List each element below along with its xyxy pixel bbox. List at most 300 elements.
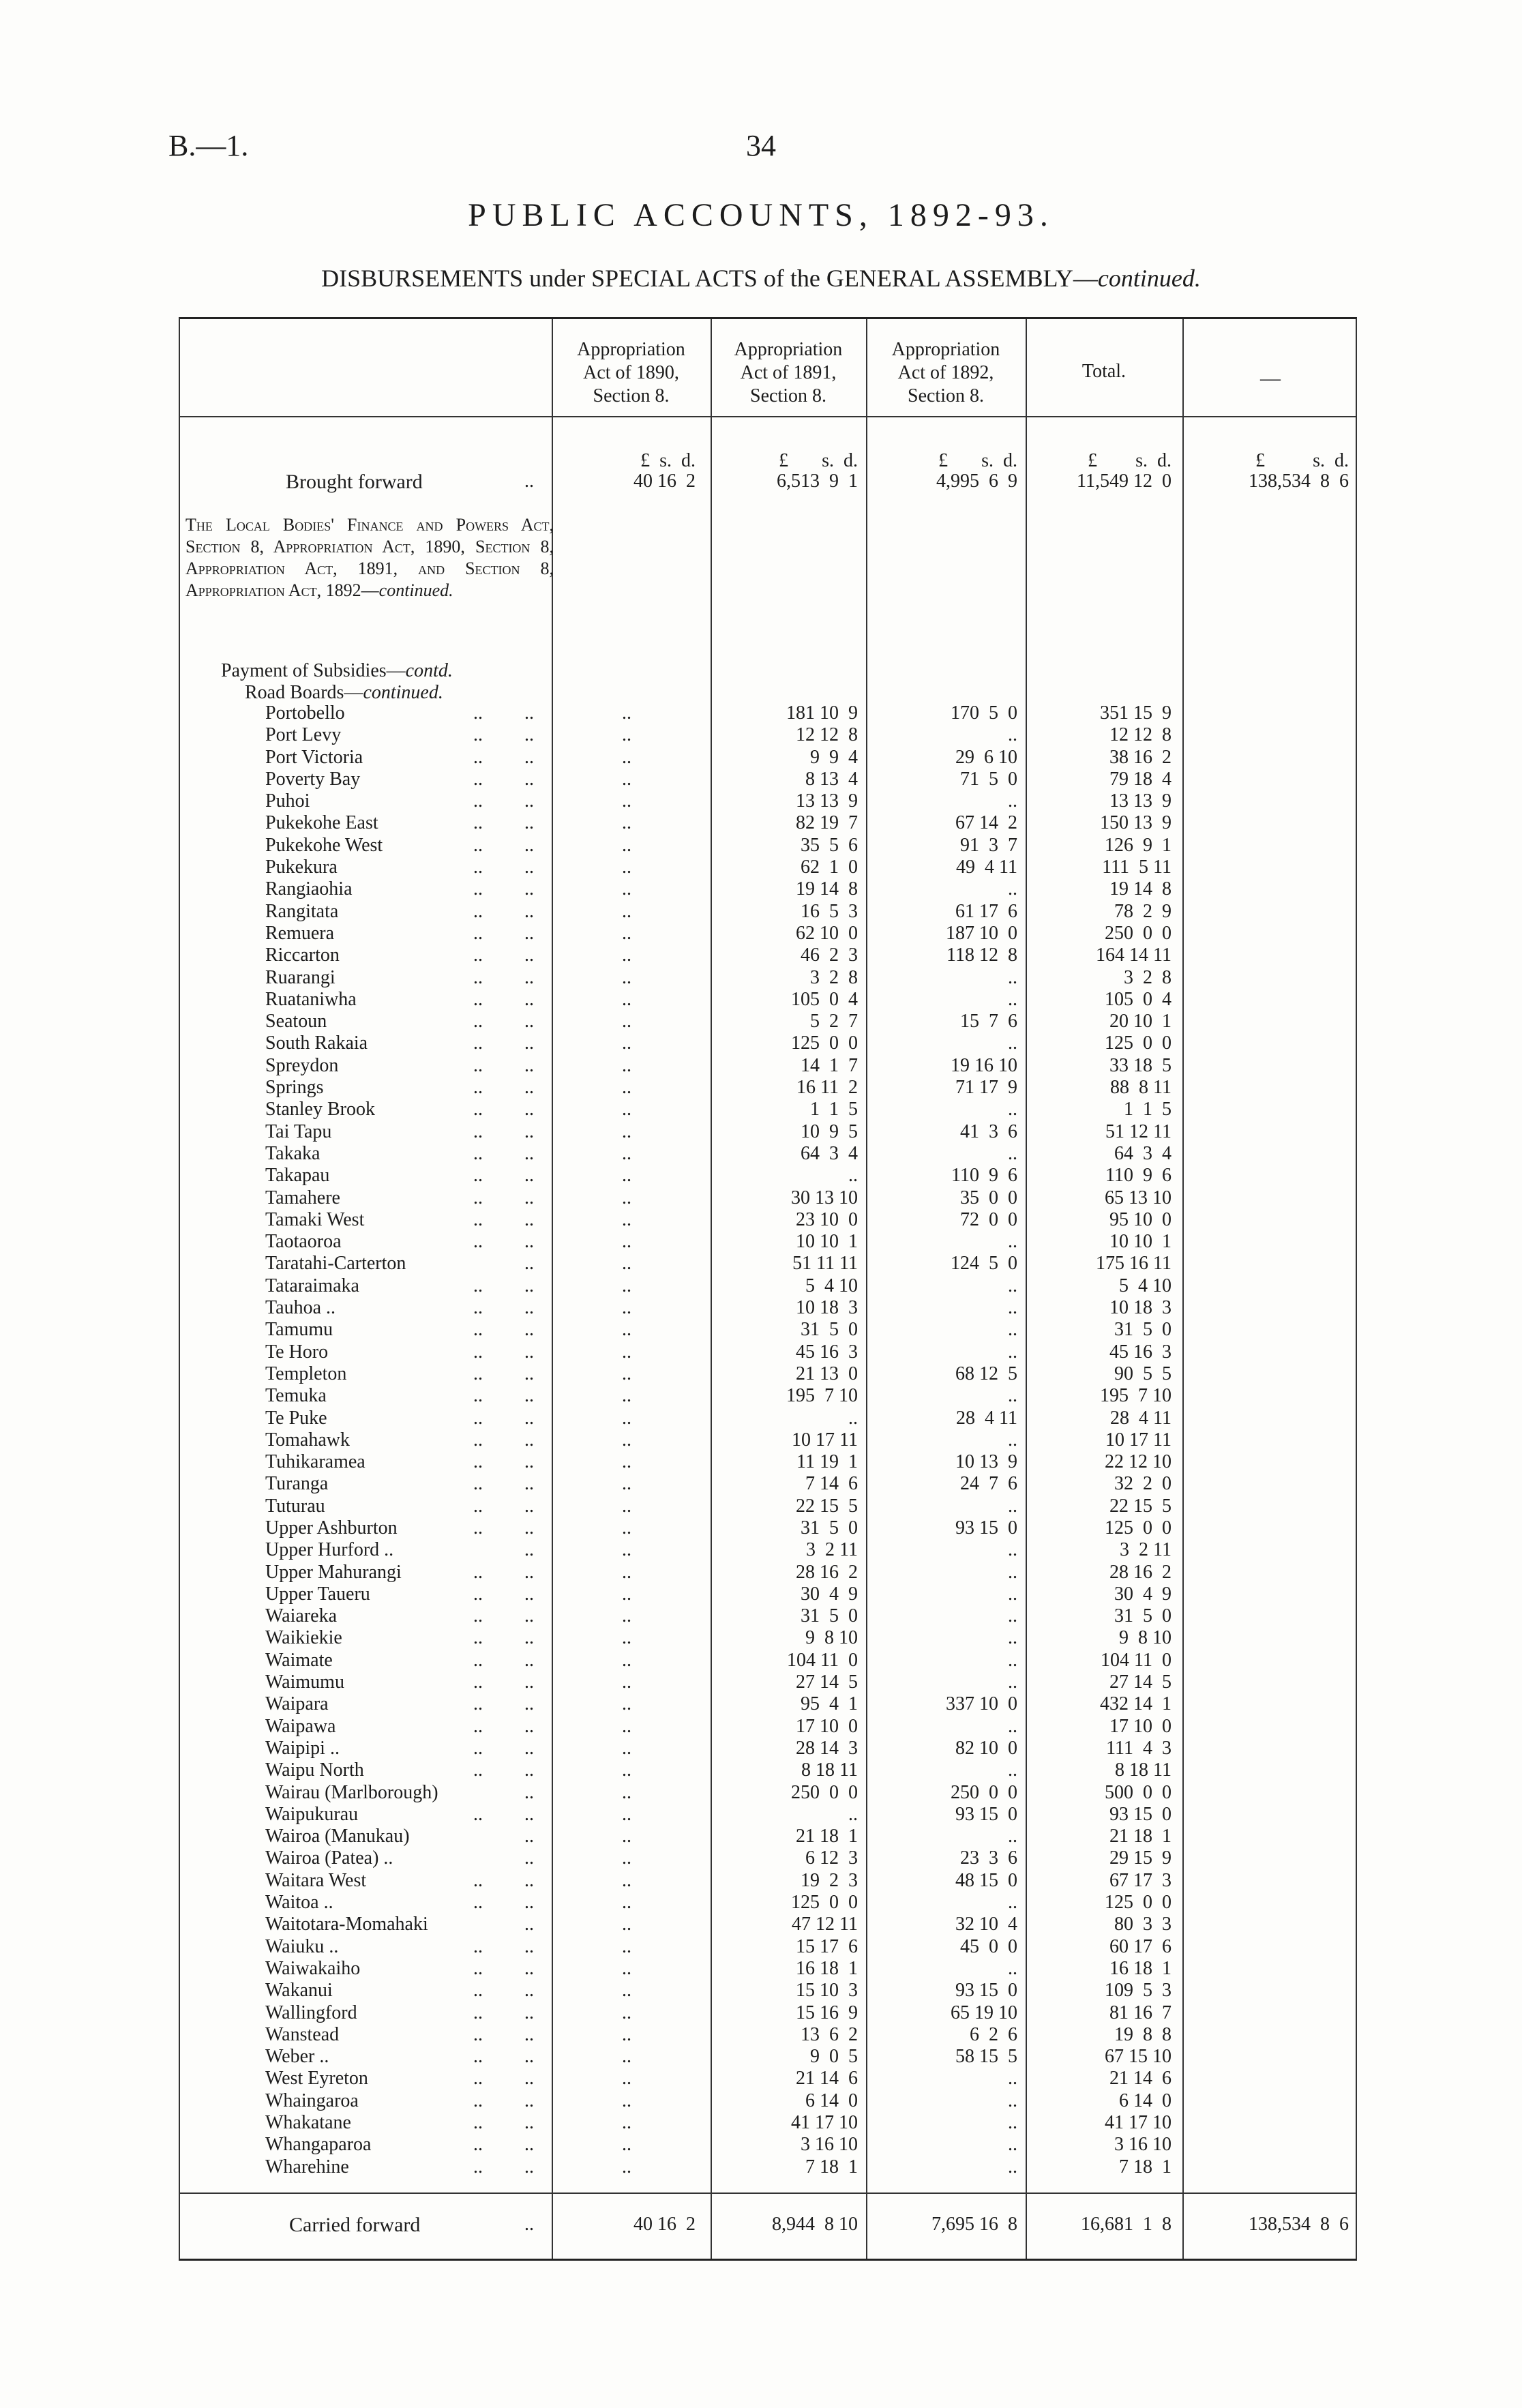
amount-1891: 46 2 3 [801, 945, 858, 966]
road-board-name: Te Horo [265, 1341, 329, 1363]
leader-dots: .. [473, 945, 483, 966]
leader-dots: .. [524, 922, 534, 944]
amount-1891: 3 16 10 [801, 2134, 858, 2156]
table-row [180, 1496, 1358, 1517]
table-row [180, 1055, 1358, 1077]
carried-forward-label: Carried forward [289, 2214, 421, 2236]
road-board-name: Rangitata [265, 900, 339, 922]
amount-1892: 72 0 0 [960, 1208, 1017, 1230]
leader-dots: .. [524, 1914, 534, 1935]
leader-dots: .. [473, 1011, 483, 1032]
unit-header: £ s. d. [779, 450, 858, 471]
leader-dots: .. [473, 1297, 483, 1319]
amount-1891: 64 3 4 [801, 1142, 858, 1164]
subsection-subsidies [221, 660, 453, 682]
empty-1890-marker: .. [622, 724, 631, 746]
amount-1891: 9 9 4 [810, 746, 858, 768]
amount-1892: 187 10 0 [946, 922, 1017, 944]
table-row [180, 724, 1358, 746]
amount-1892: 32 10 4 [955, 1914, 1017, 1935]
table-row [180, 1429, 1358, 1451]
amount-1892: 170 5 0 [951, 702, 1017, 724]
empty-1890-marker: .. [622, 1429, 631, 1451]
empty-1890-marker: .. [622, 1583, 631, 1605]
road-board-name: Tamumu [265, 1319, 333, 1341]
leader-dots: .. [473, 1649, 483, 1671]
leader-dots: .. [524, 812, 534, 834]
amount-total: 10 18 3 [1109, 1297, 1172, 1319]
amount-total: 41 17 10 [1105, 2112, 1172, 2133]
amount-1892: .. [1008, 724, 1017, 746]
leader-dots: .. [524, 1054, 534, 1076]
road-board-name: Remuera [265, 922, 335, 944]
empty-1890-marker: .. [622, 1032, 631, 1054]
road-board-name: South Rakaia [265, 1032, 368, 1054]
amount-total: 109 5 3 [1105, 1980, 1172, 2002]
table-row [180, 1099, 1358, 1120]
empty-1890-marker: .. [622, 1407, 631, 1429]
leader-dots: .. [524, 1693, 534, 1715]
table-row [180, 1693, 1358, 1715]
carried-forward-1890: 40 16 2 [633, 2214, 696, 2235]
unit-header: £ s. d. [640, 450, 696, 471]
leader-dots: .. [524, 1869, 534, 1891]
leader-dots: .. [473, 1319, 483, 1341]
table-row [180, 1319, 1358, 1341]
leader-dots: .. [473, 1517, 483, 1539]
amount-1892: 71 17 9 [955, 1077, 1017, 1099]
subsection-road-boards [245, 682, 443, 704]
leader-dots: .. [524, 1341, 534, 1363]
amount-1891: .. [848, 1165, 858, 1187]
amount-1891: 19 14 8 [796, 878, 858, 900]
leader-dots: .. [524, 988, 534, 1010]
road-board-name: Waikiekie [265, 1627, 342, 1649]
amount-1891: 45 16 3 [796, 1341, 858, 1363]
table-row [180, 1341, 1358, 1363]
leader-dots: .. [473, 1120, 483, 1142]
leader-dots: .. [473, 1737, 483, 1759]
amount-1891: 62 10 0 [796, 922, 858, 944]
road-board-name: Waimate [265, 1649, 333, 1671]
leader-dots: .. [524, 1451, 534, 1473]
leader-dots: .. [524, 1208, 534, 1230]
amount-1891: .. [848, 1803, 858, 1825]
subsection-subsidies-text: Payment of Subsidies— [221, 660, 406, 681]
leader-dots: .. [524, 1099, 534, 1120]
table-row [180, 1671, 1358, 1693]
footer-rule [180, 2193, 1356, 2194]
amount-total: 67 17 3 [1109, 1869, 1172, 1891]
leader-dots: .. [473, 1583, 483, 1605]
table-row [180, 1627, 1358, 1649]
leader-dots: .. [524, 1077, 534, 1099]
leader-dots: .. [524, 1826, 534, 1847]
empty-1890-marker: .. [622, 2023, 631, 2045]
empty-1890-marker: .. [622, 1297, 631, 1319]
amount-1892: 337 10 0 [946, 1693, 1017, 1715]
table-row [180, 1077, 1358, 1099]
amount-1892: .. [1008, 1429, 1017, 1451]
amount-total: 90 5 5 [1114, 1363, 1172, 1384]
road-board-name: Ruataniwha [265, 988, 357, 1010]
amount-1891: 250 0 0 [791, 1781, 858, 1803]
table-row [180, 1297, 1358, 1319]
leader-dots: .. [524, 1275, 534, 1296]
leader-dots: .. [524, 1253, 534, 1275]
amount-1892: 67 14 2 [955, 812, 1017, 834]
amount-1892: 29 6 10 [955, 746, 1017, 768]
unit-header: £ s. d. [1255, 450, 1349, 471]
empty-1890-marker: .. [622, 1385, 631, 1407]
empty-1890-marker: .. [622, 1561, 631, 1583]
empty-1890-marker: .. [622, 702, 631, 724]
amount-1891: 10 17 11 [792, 1429, 858, 1451]
road-board-name: Whangaparoa [265, 2134, 372, 2156]
road-board-name: Wairoa (Manukau) [265, 1826, 410, 1847]
amount-1892: .. [1008, 1341, 1017, 1363]
amount-1891: 21 13 0 [796, 1363, 858, 1384]
table-row [180, 2068, 1358, 2090]
amount-total: 104 11 0 [1101, 1649, 1172, 1671]
leader-dots: .. [473, 1054, 483, 1076]
subtitle-text: DISBURSEMENTS under SPECIAL ACTS of the GENERAL ASSEMBLY— [321, 265, 1098, 292]
road-board-name: Takapau [265, 1165, 330, 1187]
amount-1892: 48 15 0 [955, 1869, 1017, 1891]
empty-1890-marker: .. [622, 1208, 631, 1230]
amount-1891: 41 17 10 [791, 2112, 858, 2133]
disbursements-table [179, 317, 1357, 2261]
subsection-subsidies-continued: contd. [405, 660, 453, 681]
table-row [180, 747, 1358, 769]
table-row [180, 1209, 1358, 1231]
amount-1891: 23 10 0 [796, 1208, 858, 1230]
empty-1890-marker: .. [622, 1319, 631, 1341]
leader-dots: .. [524, 1605, 534, 1627]
empty-1890-marker: .. [622, 945, 631, 966]
table-row [180, 2112, 1358, 2134]
amount-1891: 22 15 5 [796, 1495, 858, 1517]
amount-1891: 27 14 5 [796, 1671, 858, 1693]
amount-1892: .. [1008, 2156, 1017, 2177]
amount-total: 125 0 0 [1105, 1517, 1172, 1539]
empty-1890-marker: .. [622, 1715, 631, 1737]
amount-1892: 58 15 5 [955, 2046, 1017, 2068]
leader-dots: .. [473, 857, 483, 878]
amount-total: 20 10 1 [1109, 1011, 1172, 1032]
amount-1891: 9 0 5 [810, 2046, 858, 2068]
leader-dots: .. [524, 1627, 534, 1649]
amount-1891: 11 19 1 [796, 1451, 858, 1473]
road-board-name: Pukekohe West [265, 834, 383, 856]
amount-1891: .. [848, 1407, 858, 1429]
column-header-1890: Appropriation Act of 1890, Section 8. [577, 339, 685, 406]
amount-1891: 12 12 8 [796, 724, 858, 746]
amount-total: 6 14 0 [1119, 2090, 1172, 2111]
table-row [180, 1584, 1358, 1605]
empty-1890-marker: .. [622, 2090, 631, 2111]
amount-1891: 95 4 1 [801, 1693, 858, 1715]
amount-1891: 13 13 9 [796, 790, 858, 812]
amount-total: 351 15 9 [1100, 702, 1172, 724]
table-row [180, 857, 1358, 878]
leader-dots: .. [524, 2134, 534, 2156]
table-row [180, 1914, 1358, 1935]
empty-1890-marker: .. [622, 1495, 631, 1517]
road-board-name: Wakanui [265, 1980, 333, 2002]
brought-forward-1890: 40 16 2 [633, 471, 696, 492]
amount-total: 31 5 0 [1114, 1605, 1172, 1627]
amount-1892: 24 7 6 [960, 1473, 1017, 1495]
table-row [180, 1253, 1358, 1275]
amount-1892: .. [1008, 1142, 1017, 1164]
empty-1890-marker: .. [622, 1980, 631, 2002]
amount-total: 3 2 8 [1124, 966, 1172, 988]
empty-1890-marker: .. [622, 2112, 631, 2133]
road-board-name: Waipawa [265, 1715, 336, 1737]
amount-total: 22 12 10 [1105, 1451, 1172, 1473]
road-board-name: Waitoa .. [265, 1892, 333, 1914]
amount-1891: 31 5 0 [801, 1319, 858, 1341]
amount-1892: .. [1008, 2068, 1017, 2090]
leader-dots: .. [524, 1737, 534, 1759]
amount-total: 38 16 2 [1109, 746, 1172, 768]
leader-dots: .. [473, 2090, 483, 2111]
road-board-name: Springs [265, 1077, 324, 1099]
table-row [180, 2134, 1358, 2156]
amount-total: 51 12 11 [1105, 1120, 1172, 1142]
table-row [180, 1650, 1358, 1671]
leader-dots: .. [524, 1561, 534, 1583]
road-board-name: Upper Mahurangi [265, 1561, 402, 1583]
amount-1892: .. [1008, 1032, 1017, 1054]
table-row [180, 1517, 1358, 1539]
leader-dots: .. [473, 1869, 483, 1891]
amount-1892: .. [1008, 1759, 1017, 1781]
road-board-name: Tuturau [265, 1495, 325, 1517]
amount-1891: 8 13 4 [805, 768, 858, 790]
leader-dots: .. [473, 1957, 483, 1979]
amount-1891: 125 0 0 [791, 1032, 858, 1054]
amount-total: 31 5 0 [1114, 1319, 1172, 1341]
amount-total: 93 15 0 [1109, 1803, 1172, 1825]
table-row [180, 1562, 1358, 1584]
road-board-name: Taotaoroa [265, 1231, 342, 1253]
leader-dots: .. [473, 2112, 483, 2133]
leader-dots: .. [473, 1495, 483, 1517]
amount-1892: .. [1008, 2112, 1017, 2133]
leader-dots: .. [524, 1231, 534, 1253]
road-board-name: Waiwakaiho [265, 1957, 361, 1979]
table-row [180, 1231, 1358, 1253]
table-row [180, 2024, 1358, 2046]
leader-dots: .. [473, 768, 483, 790]
carried-forward-grand: 138,534 8 6 [1249, 2214, 1349, 2235]
table-row [180, 945, 1358, 966]
empty-1890-marker: .. [622, 1803, 631, 1825]
amount-1891: 6 12 3 [805, 1847, 858, 1869]
leader-dots: .. [524, 2214, 534, 2235]
subsection-road-boards-continued: continued. [363, 682, 443, 703]
road-board-name: Whaingaroa [265, 2090, 359, 2111]
carried-forward-total: 16,681 1 8 [1081, 2214, 1172, 2235]
empty-1890-marker: .. [622, 1627, 631, 1649]
table-row [180, 1847, 1358, 1869]
amount-total: 33 18 5 [1109, 1054, 1172, 1076]
amount-total: 16 18 1 [1109, 1957, 1172, 1979]
empty-1890-marker: .. [622, 2068, 631, 2090]
amount-1892: 124 5 0 [951, 1253, 1017, 1275]
empty-1890-marker: .. [622, 834, 631, 856]
road-board-name: Tataraimaka [265, 1275, 359, 1296]
leader-dots: .. [524, 1407, 534, 1429]
amount-1892: 45 0 0 [960, 1935, 1017, 1957]
empty-1890-marker: .. [622, 1847, 631, 1869]
page-subtitle [0, 264, 1522, 293]
empty-1890-marker: .. [622, 1054, 631, 1076]
table-row [180, 1165, 1358, 1187]
table-row [180, 835, 1358, 857]
leader-dots: .. [473, 1715, 483, 1737]
road-board-name: Waitotara-Momahaki [265, 1914, 428, 1935]
leader-dots: .. [473, 2134, 483, 2156]
leader-dots: .. [473, 1671, 483, 1693]
table-row [180, 2002, 1358, 2024]
table-row [180, 769, 1358, 790]
leader-dots: .. [524, 1649, 534, 1671]
amount-total: 78 2 9 [1114, 900, 1172, 922]
leader-dots: .. [473, 922, 483, 944]
amount-1891: 30 4 9 [801, 1583, 858, 1605]
table-row [180, 1121, 1358, 1143]
amount-1891: 8 18 11 [801, 1759, 858, 1781]
amount-1891: 35 5 6 [801, 834, 858, 856]
table-row [180, 1782, 1358, 1804]
amount-1892: 61 17 6 [955, 900, 1017, 922]
page-number: 34 [746, 129, 776, 162]
amount-1892: .. [1008, 1099, 1017, 1120]
amount-1892: 10 13 9 [955, 1451, 1017, 1473]
table-row [180, 1032, 1358, 1054]
empty-1890-marker: .. [622, 1451, 631, 1473]
leader-dots: .. [473, 988, 483, 1010]
leader-dots: .. [473, 790, 483, 812]
leader-dots: .. [524, 1495, 534, 1517]
leader-dots: .. [524, 1781, 534, 1803]
amount-total: 9 8 10 [1119, 1627, 1172, 1649]
amount-1892: 41 3 6 [960, 1120, 1017, 1142]
leader-dots: .. [524, 1165, 534, 1187]
amount-total: 13 13 9 [1109, 790, 1172, 812]
amount-1891: 181 10 9 [786, 702, 858, 724]
brought-forward-grand: 138,534 8 6 [1249, 471, 1349, 492]
amount-1891: 104 11 0 [787, 1649, 858, 1671]
amount-total: 60 17 6 [1109, 1935, 1172, 1957]
amount-1892: .. [1008, 1583, 1017, 1605]
section-heading [185, 514, 554, 601]
leader-dots: .. [473, 812, 483, 834]
amount-1891: 1 1 5 [810, 1099, 858, 1120]
leader-dots: .. [473, 1451, 483, 1473]
road-board-name: Waipipi .. [265, 1737, 340, 1759]
amount-total: 164 14 11 [1096, 945, 1172, 966]
amount-total: 3 2 11 [1120, 1539, 1172, 1561]
leader-dots: .. [473, 1385, 483, 1407]
table-row [180, 1451, 1358, 1473]
amount-1892: 19 16 10 [951, 1054, 1017, 1076]
leader-dots: .. [473, 1627, 483, 1649]
leader-dots: .. [473, 1208, 483, 1230]
table-row [180, 1870, 1358, 1892]
amount-total: 432 14 1 [1100, 1693, 1172, 1715]
table-row [180, 1605, 1358, 1627]
amount-1892: .. [1008, 1539, 1017, 1561]
table-row [180, 2156, 1358, 2178]
amount-1891: 3 2 11 [806, 1539, 858, 1561]
table-row [180, 1385, 1358, 1407]
leader-dots: .. [524, 1187, 534, 1208]
leader-dots: .. [524, 1032, 534, 1054]
leader-dots: .. [473, 702, 483, 724]
leader-dots: .. [524, 1980, 534, 2002]
empty-1890-marker: .. [622, 2156, 631, 2177]
amount-1892: 6 2 6 [970, 2023, 1017, 2045]
leader-dots: .. [473, 1935, 483, 1957]
column-header-1891: Appropriation Act of 1891, Section 8. [734, 339, 843, 406]
amount-1891: 3 2 8 [810, 966, 858, 988]
leader-dots: .. [524, 1892, 534, 1914]
leader-dots: .. [473, 2156, 483, 2177]
road-board-name: Port Victoria [265, 746, 363, 768]
road-board-name: Taratahi-Carterton [265, 1253, 406, 1275]
column-header-1892: Appropriation Act of 1892, Section 8. [891, 339, 1000, 406]
amount-total: 125 0 0 [1105, 1892, 1172, 1914]
leader-dots: .. [524, 2023, 534, 2045]
leader-dots: .. [524, 1011, 534, 1032]
amount-total: 45 16 3 [1109, 1341, 1172, 1363]
amount-1891: 6 14 0 [805, 2090, 858, 2111]
leader-dots: .. [524, 945, 534, 966]
leader-dots: .. [473, 1099, 483, 1120]
table-row [180, 1826, 1358, 1847]
amount-1891: 16 5 3 [801, 900, 858, 922]
amount-1892: 68 12 5 [955, 1363, 1017, 1384]
road-board-name: Waimumu [265, 1671, 344, 1693]
leader-dots: .. [524, 1473, 534, 1495]
amount-total: 150 13 9 [1100, 812, 1172, 834]
amount-1892: 23 3 6 [960, 1847, 1017, 1869]
amount-total: 8 18 11 [1115, 1759, 1172, 1781]
leader-dots: .. [473, 1980, 483, 2002]
amount-1892: 91 3 7 [960, 834, 1017, 856]
unit-header: £ s. d. [1088, 450, 1172, 471]
amount-1892: .. [1008, 2134, 1017, 2156]
amount-1892: 93 15 0 [955, 1803, 1017, 1825]
leader-dots: .. [473, 1429, 483, 1451]
amount-total: 88 8 11 [1110, 1077, 1172, 1099]
amount-total: 195 7 10 [1100, 1385, 1172, 1407]
amount-1892: .. [1008, 1671, 1017, 1693]
amount-1891: 28 16 2 [796, 1561, 858, 1583]
amount-total: 81 16 7 [1109, 2002, 1172, 2023]
road-board-name: Wharehine [265, 2156, 349, 2177]
amount-1892: .. [1008, 1275, 1017, 1296]
leader-dots: .. [473, 1693, 483, 1715]
amount-1892: 28 4 11 [956, 1407, 1017, 1429]
amount-1892: 110 9 6 [951, 1165, 1017, 1187]
amount-total: 32 2 0 [1114, 1473, 1172, 1495]
road-board-name: Riccarton [265, 945, 340, 966]
